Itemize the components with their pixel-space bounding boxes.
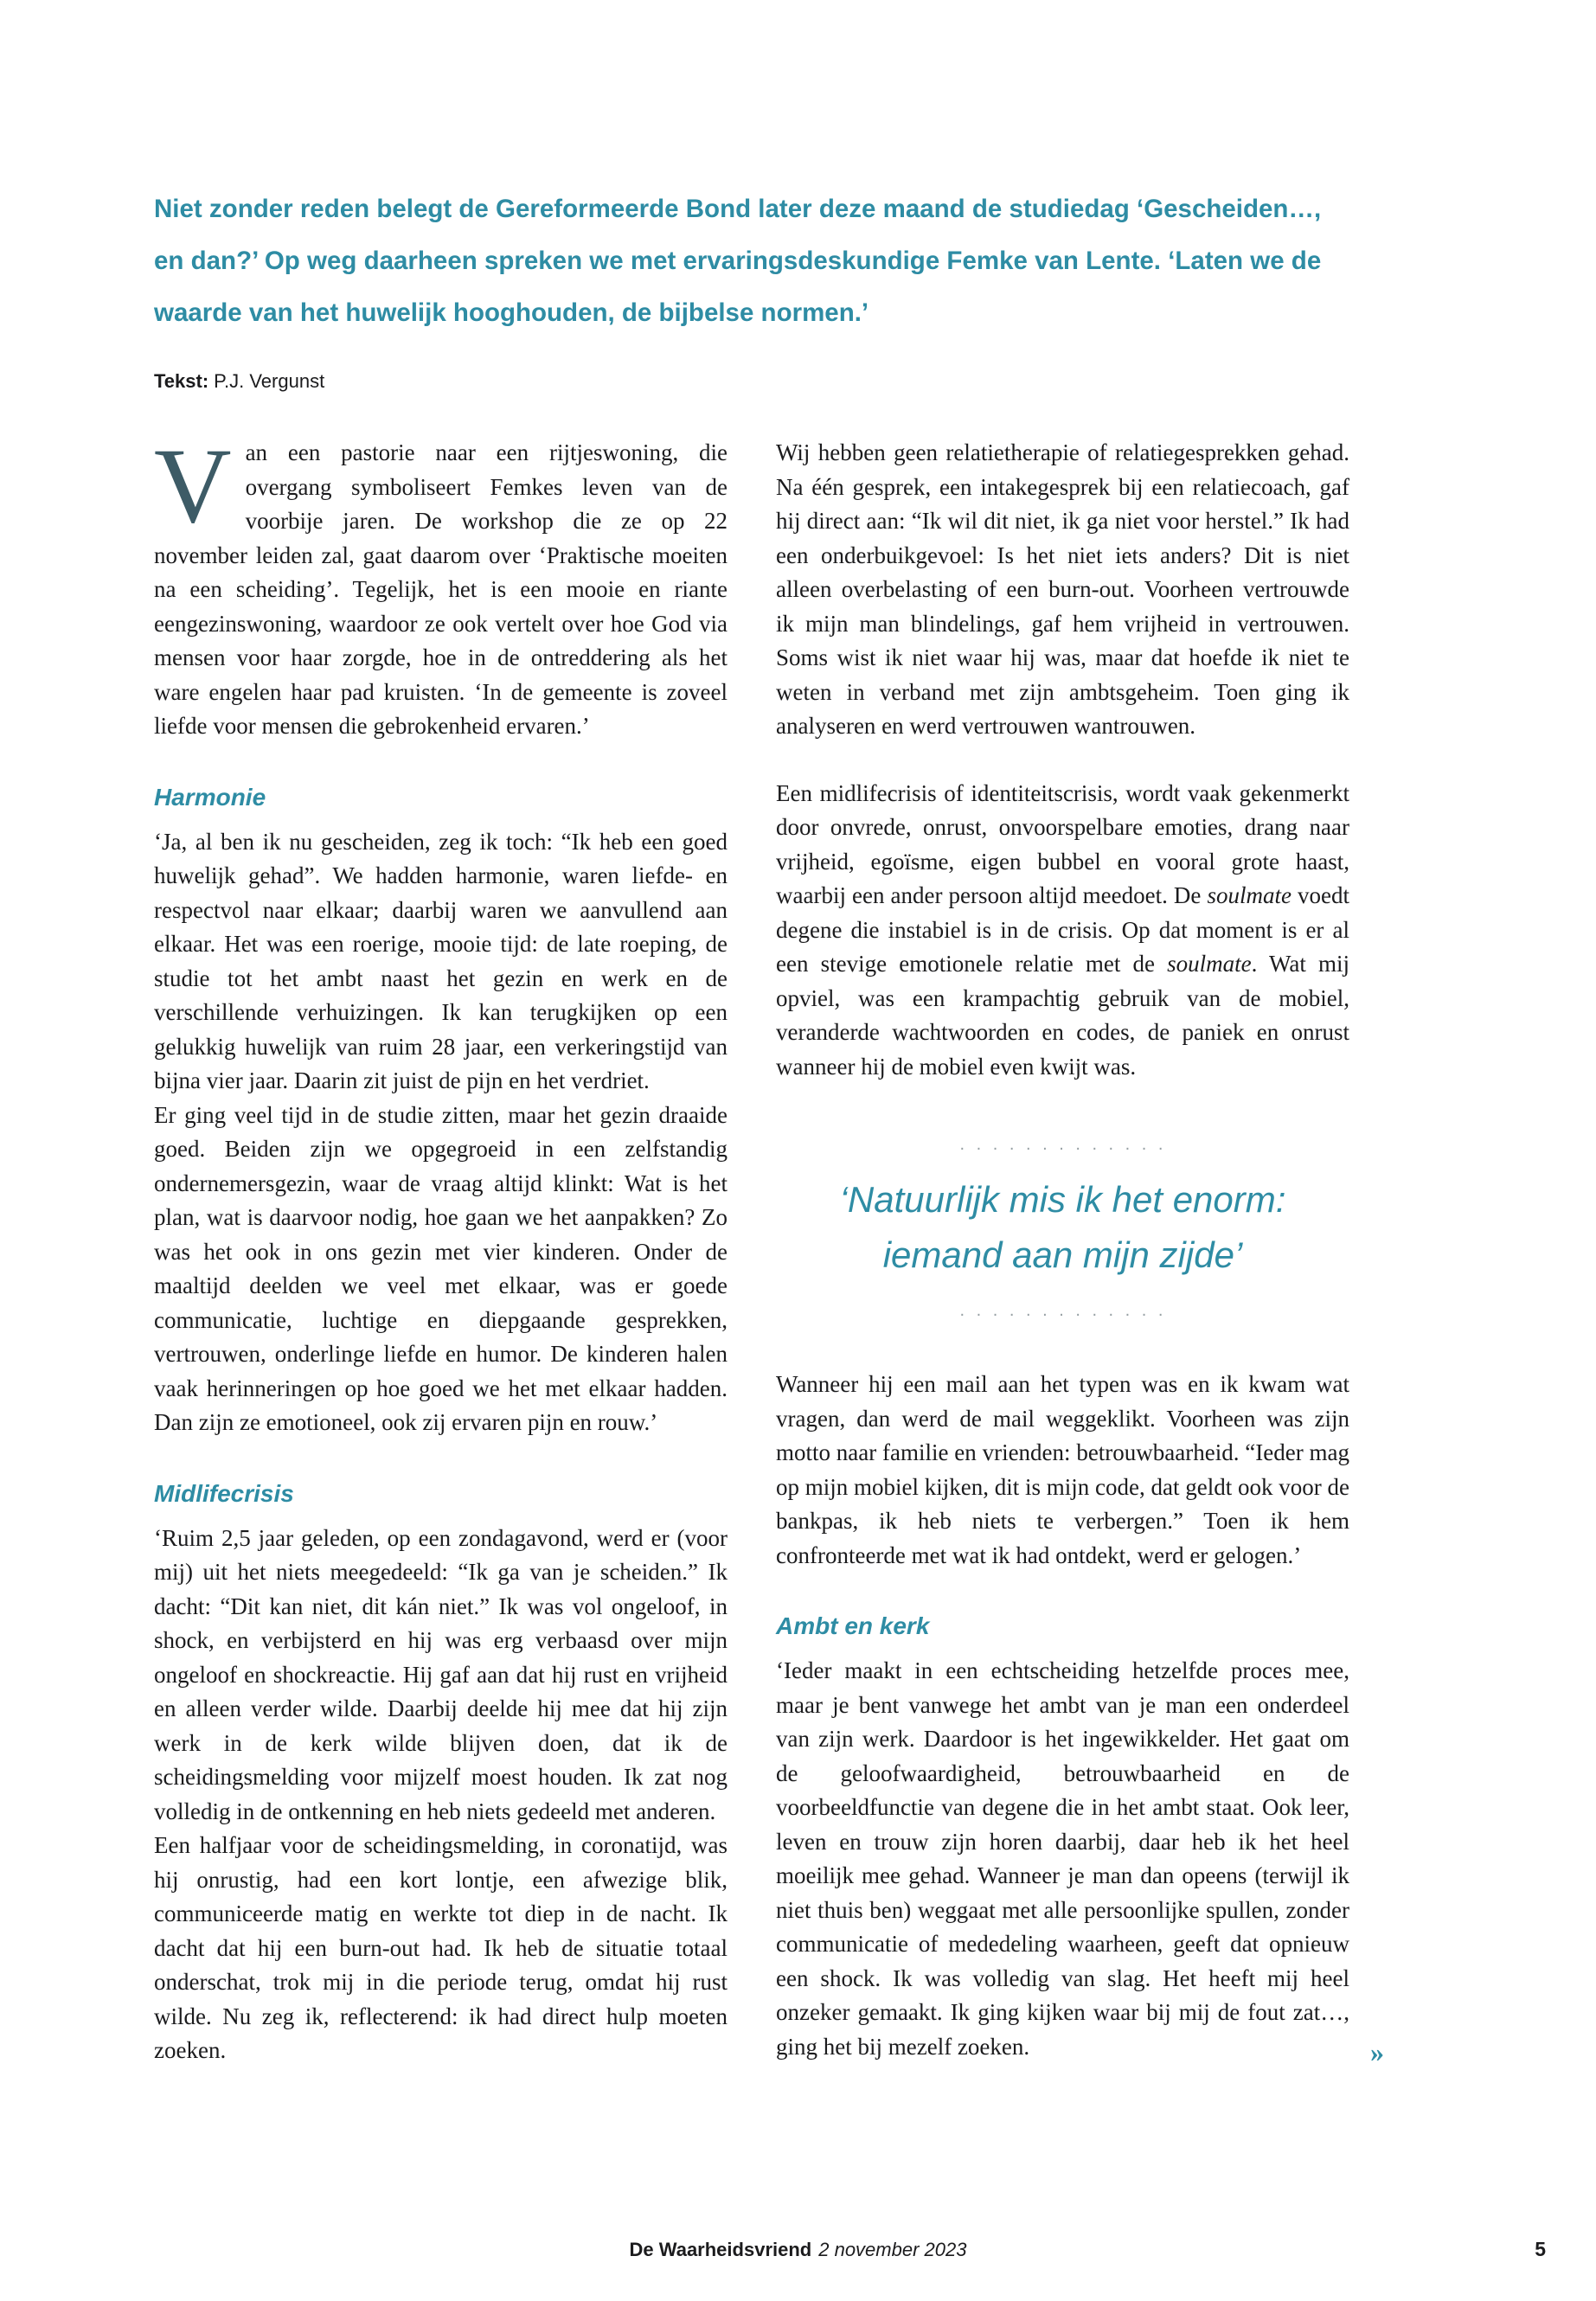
paragraph-harmonie-2: Er ging veel tijd in de studie zitten, maar het gezin draaide goed. Beiden zijn we opgegroeid in een zelfstandig ondernemersgezin, waar de vraag altijd klinkt: Wat is het plan, wat is daarvoor nodig, hoe gaan we het aanpakken? Zo was het ook in ons gezin met vier kinderen. Onder de maaltijd deelden we veel met elkaar, was er goede communicatie, luchtige en diepgaande gesprekken, vertrouwen, onderlinge liefde en humor. De kinderen halen vaak herinneringen op hoe goed we het met elkaar hadden. Dan zijn ze emotioneel, ook zij ervaren pijn en rouw.’ bbox=[154, 1101, 727, 1435]
paragraph-part: voedt degene die instabiel is in de crisis. Op dat moment is er al een stevige emotionele relatie met de bbox=[776, 882, 1349, 977]
article-body bbox=[154, 426, 1384, 2068]
lead-paragraph bbox=[154, 426, 727, 744]
byline bbox=[154, 370, 1349, 393]
paragraph-midlifecrisis-1: ‘Ruim 2,5 jaar geleden, op een zondagavond, werd er (voor mij) uit het niets meegedeeld: “Ik ga van je scheiden.” Ik dacht: “Dit kan niet, dit kán niet.” Ik was vol ongeloof, in shock, en verbijsterd en hij was erg verbaasd over mijn ongeloof en shockreactie. Hij gaf aan dat hij rust en vrijheid en alleen verder wilde. Daarbij deelde hij mee dat hij zijn werk in de kerk wilde blijven doen, dat ik de scheidingsmelding voor mijzelf moest houden. Ik zat nog volledig in de ontkenning en heb niets gedeeld met anderen. bbox=[154, 1524, 727, 1824]
paragraph-part: . Wat mij opviel, was een krampachtig gebruik van de mobiel, veranderde wachtwoorden en codes, de paniek en onrust wanneer hij de mobiel even kwijt was. bbox=[776, 951, 1350, 1080]
section-heading-midlifecrisis: Midlifecrisis bbox=[154, 1479, 294, 1507]
paragraph-text: ‘Ieder maakt in een echtscheiding hetzelfde proces mee, maar je bent vanwege het ambt van je man een onderdeel van zijn werk. Daardoor is het ingewikkelder. Het gaat om de geloofwaardigheid, betrouwbaarheid en de voorbeeldfunctie van degene die in het ambt staat. Ook leer, leven en trouw zijn horen daarbij, daar heb ik het heel moeilijk mee gehad. Wanneer je man dan opeens (terwijl ik niet thuis ben) weggaat met alle persoonlijke spullen, zonder communicatie of mededeling waarheen, geeft dat opnieuw een shock. Ik was volledig van slag. Het heeft mij heel onzeker gemaakt. Ik ging kijken waar bij mij de fout zat…, ging het bij mezelf zoeken. bbox=[776, 1657, 1349, 2060]
paragraph-relatietherapie: Wij hebben geen relatietherapie of relatiegesprekken gehad. Na één gesprek, een intakegesprek bij een relatiecoach, gaf hij direct aan: “Ik wil dit niet, ik ga niet voor herstel.” Ik had een onderbuikgevoel: Is het niet iets anders? Dit is niet alleen overbelasting of een burn-out. Voorheen vertrouwde ik mijn man blindelings, gaf hem vrijheid in vertrouwen. Soms wist ik niet waar hij was, maar dat hoefde ik niet te weten in verband met zijn ambtsgeheim. Toen ging ik analyseren en werd vertrouwen wantrouwen. bbox=[776, 439, 1349, 739]
dots-divider-bottom: . . . . . . . . . . . . . bbox=[959, 1301, 1166, 1320]
pull-quote bbox=[776, 1136, 1349, 1319]
italic-term: soulmate bbox=[1207, 882, 1292, 908]
left-column bbox=[154, 426, 727, 2068]
issue-date: 2 november 2023 bbox=[818, 2239, 967, 2260]
pull-quote-text bbox=[776, 1172, 1349, 1283]
byline-label: Tekst: bbox=[154, 370, 209, 392]
dots-divider-top: . . . . . . . . . . . . . bbox=[959, 1135, 1166, 1154]
lead-text: an een pastorie naar een rijtjeswoning, die overgang symboliseert Femkes leven van de voorbije jaren. De workshop die ze op 22 november leiden zal, gaat daarom over ‘Praktische moeiten na een scheiding’. Tegelijk, het is een mooie en riante eengezinswoning, waardoor ze ook vertelt over hoe God via mensen voor haar zorgde, hoe in de ontreddering als het ware engelen haar pad kruisten. ‘In de gemeente is zoveel liefde voor mensen die gebrokenheid ervaren.’ bbox=[154, 439, 727, 739]
article-intro: Niet zonder reden belegt de Gereformeerde Bond later deze maand de studiedag ‘Gescheiden…, en dan?’ Op weg daarheen spreken we met ervaringsdeskundige Femke van Lente. ‘Laten we de waarde van het huwelijk hooghouden, de bijbelse normen.’ bbox=[154, 195, 1322, 327]
paragraph-midlifecrisis-kenmerken bbox=[776, 777, 1349, 1085]
article-continues-mark: » bbox=[1370, 2036, 1384, 2067]
paragraph-ambt-en-kerk bbox=[776, 1654, 1384, 2067]
section-heading-ambt-en-kerk: Ambt en kerk bbox=[776, 1612, 930, 1639]
paragraph-part: Een midlifecrisis of identiteitscrisis, wordt vaak gekenmerkt door onvrede, onrust, onvoorspelbare emoties, drang naar vrijheid, egoïsme, eigen bubbel en vooral grote haast, waarbij een ander persoon altijd meedoet. De bbox=[776, 779, 1349, 908]
page-footer bbox=[0, 2239, 1596, 2261]
page-number: 5 bbox=[1535, 2238, 1546, 2260]
magazine-title: De Waarheidsvriend bbox=[629, 2239, 812, 2260]
byline-author: P.J. Vergunst bbox=[214, 370, 325, 392]
dropcap: V bbox=[154, 426, 232, 545]
paragraph-midlifecrisis-2: Een halfjaar voor de scheidingsmelding, in coronatijd, was hij onrustig, had een kort lontje, een afwezige blik, communiceerde matig en werkte tot diep in de nacht. Ik dacht dat hij een burn-out had. Ik heb de situatie totaal onderschat, trok mij in die periode terug, omdat hij rust wilde. Nu zeg ik, reflecterend: ik had direct hulp moeten zoeken. bbox=[154, 1832, 727, 2063]
section-heading-harmonie: Harmonie bbox=[154, 783, 266, 811]
paragraph-mail: Wanneer hij een mail aan het typen was en ik kwam wat vragen, dan werd de mail weggeklikt. Voorheen was zijn motto naar familie en vrienden: betrouwbaarheid. “Ieder mag op mijn mobiel kijken, dit is mijn code, dat geldt ook voor de bankpas, ik heb niets te verbergen.” Toen ik hem confronteerde met wat ik had ontdekt, werd er gelogen.’ bbox=[776, 1371, 1349, 1568]
magazine-page-content bbox=[154, 183, 1384, 2068]
pull-quote-line-1: ‘Natuurlijk mis ik het enorm: bbox=[839, 1179, 1286, 1220]
right-column bbox=[776, 436, 1384, 2068]
pull-quote-line-2: iemand aan mijn zijde’ bbox=[882, 1234, 1243, 1275]
italic-term: soulmate bbox=[1167, 951, 1252, 977]
paragraph-harmonie-1: ‘Ja, al ben ik nu gescheiden, zeg ik toch: “Ik heb een goed huwelijk gehad”. We hadden harmonie, waren liefde- en respectvol naar elkaar; daarbij waren we aanvullend aan elkaar. Het was een roerige, mooie tijd: de late roeping, de studie tot het ambt naast het gezin en werk en de verschillende verhuizingen. Ik kan terugkijken op een gelukkig huwelijk van ruim 28 jaar, een verkeringstijd van bijna vier jaar. Daarin zit juist de pijn en het verdriet. bbox=[154, 828, 727, 1093]
